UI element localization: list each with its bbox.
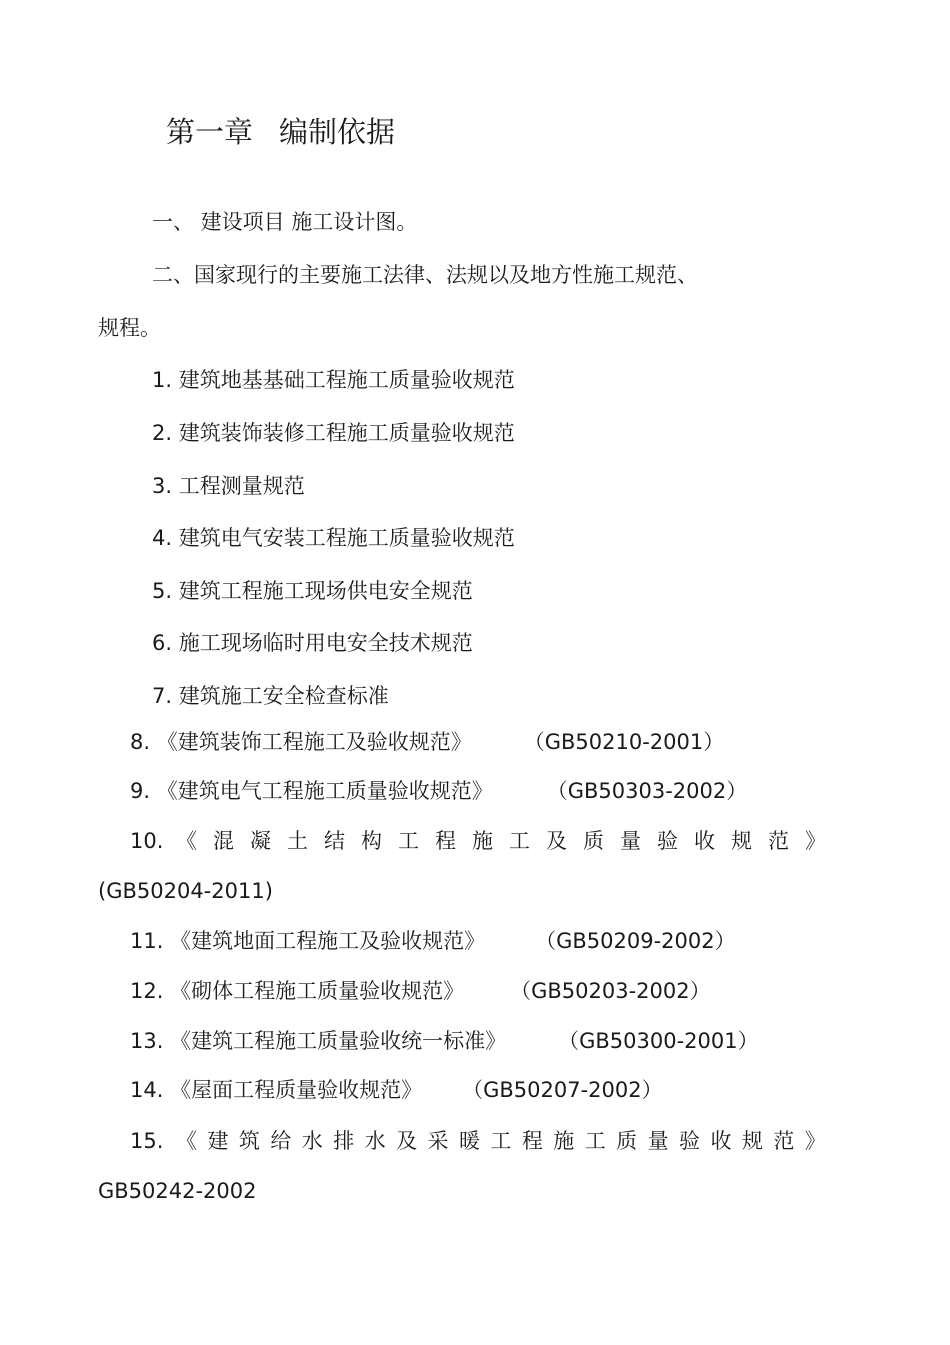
list-item-number: 5. (152, 579, 173, 603)
standard-number: 8. (130, 730, 151, 754)
standard-item (130, 978, 711, 1004)
list-item-text: 建筑工程施工现场供电安全规范 (178, 579, 473, 603)
standard-code: （GB50300-2001） (558, 1029, 759, 1053)
list-item-number: 1. (152, 368, 173, 392)
standard-name: 《 混 凝 土 结 构 工 程 施 工 及 质 量 验 收 规 范 》 (176, 829, 826, 853)
standard-item (130, 928, 736, 954)
list-item (152, 367, 515, 393)
chapter-number: 第一章 (166, 115, 254, 149)
standard-number: 14. (130, 1078, 164, 1102)
standard-item-justified (130, 1128, 826, 1154)
list-item-text: 施工现场临时用电安全技术规范 (178, 631, 473, 655)
standard-name: 《建筑工程施工质量验收统一标准》 (170, 1029, 507, 1053)
list-item (152, 525, 515, 551)
standard-number: 15. (130, 1129, 164, 1153)
standard-name: 《 建 筑 给 水 排 水 及 采 暖 工 程 施 工 质 量 验 收 规 范 》 (176, 1129, 826, 1153)
standard-item-justified (130, 828, 826, 854)
list-item (152, 578, 473, 604)
list-item (152, 420, 515, 446)
list-item (152, 473, 305, 499)
basis-item-2-line-2: 规程。 (98, 316, 161, 340)
standard-number: 11. (130, 929, 164, 953)
standard-code: （GB50303-2002） (546, 779, 748, 803)
standard-item (130, 1077, 663, 1103)
standard-name: 《砌体工程施工质量验收规范》 (170, 979, 465, 1003)
list-item-text: 建筑施工安全检查标准 (178, 684, 389, 708)
list-item-text: 建筑电气安装工程施工质量验收规范 (178, 526, 515, 550)
list-item (152, 630, 473, 656)
list-item-text: 建筑装饰装修工程施工质量验收规范 (178, 421, 515, 445)
list-item-text: 建筑地基基础工程施工质量验收规范 (178, 368, 515, 392)
list-item-text: 工程测量规范 (178, 474, 305, 498)
standard-code: （GB50210-2001） (523, 730, 725, 754)
standard-number: 12. (130, 979, 164, 1003)
chapter-name: 编制依据 (279, 115, 396, 149)
standard-name: 《建筑装饰工程施工及验收规范》 (156, 730, 472, 754)
chapter-title (166, 114, 395, 150)
standard-code: （GB50209-2002） (535, 929, 736, 953)
list-item (152, 683, 389, 709)
standard-number: 10. (130, 829, 164, 853)
standard-item (130, 729, 724, 755)
standard-code: （GB50207-2002） (462, 1078, 663, 1102)
list-item-number: 3. (152, 474, 173, 498)
standard-number: 9. (130, 779, 151, 803)
standard-code: GB50242-2002 (98, 1179, 257, 1203)
standard-item (130, 1028, 759, 1054)
list-item-number: 4. (152, 526, 173, 550)
standard-name: 《建筑电气工程施工质量验收规范》 (156, 779, 493, 803)
list-item-number: 2. (152, 421, 173, 445)
standard-item (130, 778, 747, 804)
list-item-number: 7. (152, 684, 173, 708)
standard-code: （GB50203-2002） (510, 979, 711, 1003)
basis-item-2-line-1: 二、国家现行的主要施工法律、法规以及地方性施工规范、 (152, 263, 698, 287)
basis-item-1: 一、 建设项目 施工设计图。 (152, 210, 418, 234)
standard-number: 13. (130, 1029, 164, 1053)
list-item-number: 6. (152, 631, 173, 655)
standard-name: 《建筑地面工程施工及验收规范》 (170, 929, 486, 953)
standard-code: (GB50204-2011) (98, 879, 273, 903)
standard-name: 《屋面工程质量验收规范》 (170, 1078, 423, 1102)
